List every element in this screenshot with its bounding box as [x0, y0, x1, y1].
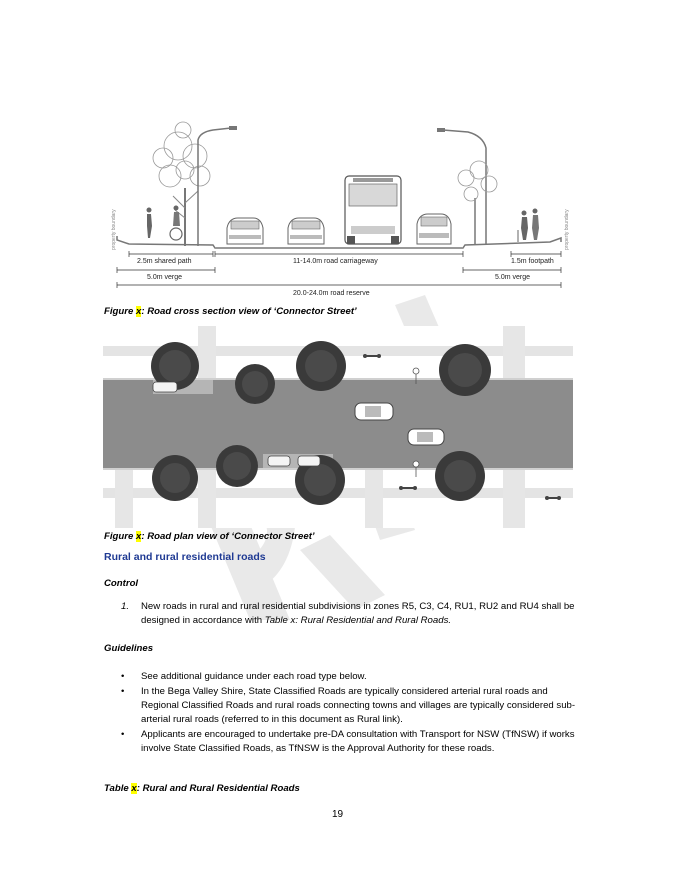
car-icon: [355, 403, 393, 420]
item-text: New roads in rural and rural residential subdivisions in zones R5, C3, C4, RU1, RU2 and RU4 shall be designed in accordance with: [141, 601, 575, 626]
figure-caption-cross-section: Figure x: Road cross section view of ‘Connector Street’: [104, 306, 357, 317]
tree-icon: [435, 451, 485, 501]
road-reserve-label: 20.0-24.0m road reserve: [293, 290, 370, 297]
list-item: • In the Bega Valley Shire, State Classified Roads are typically considered arterial rural roads and Regional Classified Roads and rural roads connecting towns and villages are typically considered sub-arterial rural roads (referred to in this document as Rural link).: [121, 686, 576, 725]
bus-icon: [345, 176, 401, 244]
road-plan-view-figure: [103, 326, 573, 528]
table-reference: Table x: Rural Residential and Rural Roads.: [264, 615, 452, 626]
highlight: x: [135, 531, 142, 542]
shared-path-label: 2.5m shared path: [137, 258, 192, 265]
verge-left-label: 5.0m verge: [147, 274, 183, 281]
control-heading: Control: [104, 578, 139, 589]
tree-icon: [458, 161, 497, 244]
page-number: 19: [331, 809, 344, 820]
bullet-icon: •: [121, 671, 125, 682]
guidelines-heading: Guidelines: [104, 643, 154, 654]
figure-caption-plan-view: Figure x: Road plan view of ‘Connector Street’: [104, 531, 315, 542]
pedestrian-icon: [147, 208, 153, 239]
dimension-lines: [117, 251, 561, 288]
car-icon: [298, 456, 320, 466]
item-number: 1.: [121, 601, 130, 612]
highlight: x: [131, 783, 137, 794]
road-cross-section-figure: [103, 118, 573, 300]
highlight: x: [135, 306, 142, 317]
bullet-icon: •: [121, 729, 125, 740]
verge-right-label: 5.0m verge: [495, 274, 531, 281]
tree-icon: [439, 344, 491, 396]
tree-icon: [235, 364, 275, 404]
tree-icon: [152, 455, 198, 501]
tree-icon: [296, 341, 346, 391]
car-icon: [408, 429, 444, 445]
car-icon: [417, 214, 451, 244]
table-caption: Table x: Rural and Rural Residential Roads: [104, 783, 300, 794]
footpath-label: 1.5m footpath: [511, 258, 554, 265]
ground-profile: [117, 236, 561, 248]
section-heading: Rural and rural residential roads: [104, 551, 266, 563]
carriageway-label: 11-14.0m road carriageway: [293, 258, 378, 265]
bullet-icon: •: [121, 686, 125, 697]
tree-icon: [153, 122, 210, 246]
pedestrian-icon: [518, 209, 539, 243]
car-icon: [227, 218, 263, 244]
list-item: • Applicants are encouraged to undertake pre-DA consultation with Transport for NSW (TfNSW) if works involve State Classified Roads, as TfNSW is the Approval Authority for these roads.: [121, 729, 575, 754]
guidelines-list: [121, 670, 581, 757]
car-icon: [268, 456, 290, 466]
property-boundary-right-label: property boundary: [564, 209, 570, 250]
property-boundary-left-label: property boundary: [111, 209, 117, 250]
car-icon: [288, 218, 324, 244]
list-item: • See additional guidance under each road type below.: [121, 671, 367, 682]
tree-icon: [216, 445, 258, 487]
car-icon: [153, 382, 177, 392]
control-item: [121, 600, 581, 628]
